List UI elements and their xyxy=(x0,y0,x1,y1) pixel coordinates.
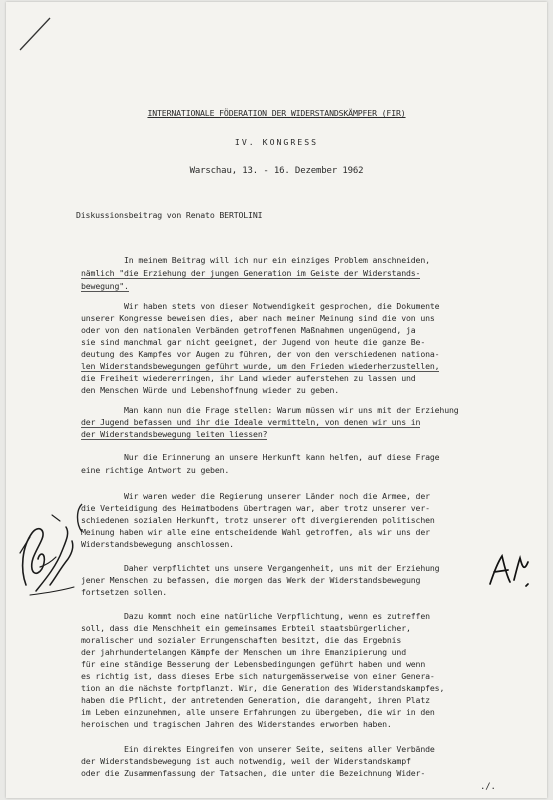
pen-stroke-mark xyxy=(16,14,56,54)
paragraph-line: für eine ständige Besserung der Lebensbedingungen geführt haben und wenn xyxy=(81,659,426,669)
paragraph-line: der Widerstandsbewegung leiten liessen? xyxy=(81,429,268,439)
paragraph-line: im Leben einzunehmen, alle unsere Erfahrungen zu übergeben, die wir in den xyxy=(81,707,435,717)
organization-heading: INTERNATIONALE FÖDERATION DER WIDERSTANDSKÄMPFER (FIR) xyxy=(147,108,406,118)
paragraph-line: Dazu kommt noch eine natürliche Verpflichtung, wenn es zutreffen xyxy=(124,611,430,621)
handwritten-signature xyxy=(16,507,78,599)
paragraph-line: Man kann nun die Frage stellen: Warum müssen wir uns mit der Erziehung xyxy=(124,405,459,415)
paragraph-line: sie sind manchmal gar nicht geeignet, der Jugend von heute die ganze Be- xyxy=(81,337,426,347)
paragraph-line: moralischer und sozialer Errungenschaften besitzt, die das Ergebnis xyxy=(81,635,402,645)
contribution-author: Diskussionsbeitrag von Renato BERTOLINI xyxy=(76,210,263,220)
paragraph-line: Daher verpflichtet uns unsere Vergangenheit, uns mit der Erziehung xyxy=(124,563,440,573)
paragraph-line: Wir haben stets von dieser Notwendigkeit gesprochen, die Dokumente xyxy=(124,301,440,311)
margin-initials-mark xyxy=(486,550,532,590)
paragraph-line: die Verteidigung des Heimatbodens übertragen war, aber trotz unserer ver- xyxy=(81,503,430,513)
paragraph-line: der Jugend befassen und ihr die Ideale vermitteln, von denen wir uns in xyxy=(81,417,421,427)
paragraph-line: fortsetzen sollen. xyxy=(81,587,168,597)
paragraph-line: nämlich "die Erziehung der jungen Generation im Geiste der Widerstands- xyxy=(81,268,421,278)
paragraph-line: eine richtige Antwort zu geben. xyxy=(81,465,230,475)
paragraph-line: Nur die Erinnerung an unsere Herkunft kann helfen, auf diese Frage xyxy=(124,452,440,462)
paragraph-line: oder die Zusammenfassung der Tatsachen, die unter die Bezeichnung Wider- xyxy=(81,768,426,778)
paragraph-line: unserer Kongresse beweisen dies, aber nach meiner Meinung sind die von uns xyxy=(81,313,435,323)
continuation-mark: ./. xyxy=(480,782,496,792)
paragraph-line: bewegung". xyxy=(81,281,129,291)
paragraph-line: haben die Pflicht, der antretenden Generation, die darangeht, ihren Platz xyxy=(81,695,430,705)
paragraph-line: heroischen und tragischen Jahren des Widerstandes erworben haben. xyxy=(81,719,392,729)
paragraph-line: Ein direktes Eingreifen von unserer Seite, seitens aller Verbände xyxy=(124,744,435,754)
paragraph-line: deutung des Kampfes vor Augen zu führen, der von den verschiedenen nationa- xyxy=(81,349,440,359)
paragraph-line: der jahrhundertelangen Kämpfe der Menschen um ihre Emanzipierung und xyxy=(81,647,406,657)
paragraph-line: es richtig ist, dass dieses Erbe sich naturgemässerweise von einer Genera- xyxy=(81,671,435,681)
paragraph-line: len Widerstandsbewegungen geführt wurde, um den Frieden wiederherzustellen, xyxy=(81,361,440,371)
paragraph-line: der Widerstandsbewegung ist auch notwendig, weil der Widerstandskampf xyxy=(81,756,411,766)
paragraph-line: die Freiheit wiedererringen, ihr Land wieder auferstehen zu lassen und xyxy=(81,373,416,383)
paragraph-line: den Menschen Würde und Lebenshoffnung wieder zu geben. xyxy=(81,385,340,395)
paragraph-line: schiedenen sozialen Herkunft, trotz unserer oft divergierenden politischen xyxy=(81,515,435,525)
congress-heading: IV. KONGRESS xyxy=(234,137,319,147)
paragraph-line: tion an die nächste fortpflanzt. Wir, die Generation des Widerstandskampfes, xyxy=(81,683,445,693)
paragraph-line: oder von den nationalen Verbänden getroffenen Maßnahmen ungenügend, ja xyxy=(81,325,416,335)
paragraph-line: soll, dass die Menschheit ein gemeinsames Erbteil staatsbürgerlicher, xyxy=(81,623,411,633)
place-date: Warschau, 13. - 16. Dezember 1962 xyxy=(189,166,364,176)
paragraph-line: Wir waren weder die Regierung unserer Länder noch die Armee, der xyxy=(124,491,430,501)
paragraph-line: Meinung haben wir alle eine entscheidende Wahl getroffen, als wir uns der xyxy=(81,527,430,537)
paragraph-line: jener Menschen zu befassen, die morgen das Werk der Widerstandsbewegung xyxy=(81,575,421,585)
paragraph-line: In meinem Beitrag will ich nur ein einziges Problem anschneiden, xyxy=(124,255,430,265)
margin-bracket-mark xyxy=(72,502,86,534)
paragraph-line: Widerstandsbewegung anschlossen. xyxy=(81,539,234,549)
document-page xyxy=(6,2,547,798)
